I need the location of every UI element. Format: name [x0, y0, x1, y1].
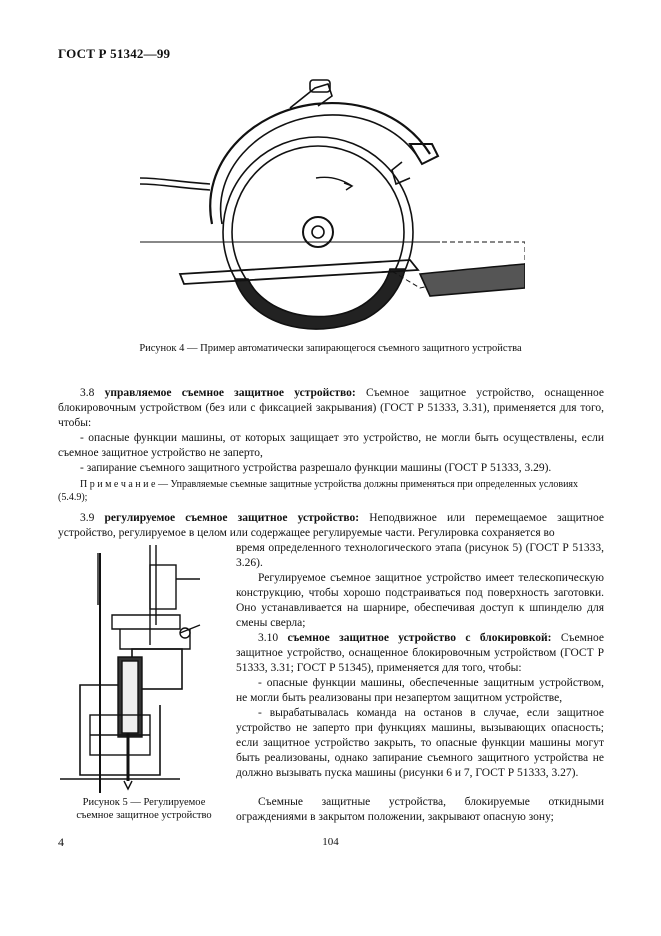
- section-3-10-number: 3.10: [258, 632, 279, 644]
- page-number-center: 104: [322, 836, 339, 848]
- note-text: — Управляемые съемные защитные устройства должны применяться при определенных условиях (5.4.9);: [58, 479, 579, 503]
- document-header: ГОСТ Р 51342—99: [58, 46, 171, 61]
- section-3-8-number: 3.8: [80, 387, 95, 399]
- section-3-8-item-1: - опасные функции машины, от которых защищает это устройство, не могли быть осуществлены, если съемное защитное устройство не заперто,: [58, 432, 604, 459]
- note-label: П р и м е ч а н и е: [80, 479, 156, 490]
- figure-5-caption-line-1: Рисунок 5 — Регулируемое: [82, 797, 206, 808]
- section-3-10-definition: [236, 631, 604, 676]
- figure-5-caption: [58, 796, 230, 822]
- section-3-8-term: управляемое съемное защитное устройство:: [104, 387, 356, 399]
- section-3-9-text-c: Регулируемое съемное защитное устройство имеет телескопическую конструкцию, чтобы хорошо подстраиваться под поверхность заготовки. Оно устанавливается на шарнире, обеспечивая доступ к шпинделю для смены сверла;: [236, 572, 604, 629]
- section-3-10-term: съемное защитное устройство с блокировкой:: [287, 632, 552, 644]
- page-number-left: 4: [58, 835, 64, 849]
- section-3-9-term: регулируемое съемное защитное устройство:: [104, 512, 360, 524]
- section-3-8-definition: [58, 386, 604, 431]
- figure-5-caption-line-2: съемное защитное устройство: [76, 810, 212, 821]
- section-3-8-note: [58, 478, 604, 504]
- figure-4-circular-saw-drawing: [140, 74, 525, 336]
- section-3-9-text-a: Неподвижное или перемещаемое защитное устройство, регулируемое в целом или содержащее регулируемые части. Регулировка сохраняется во: [58, 512, 604, 539]
- section-3-8-item-2: - запирание съемного защитного устройства разрешало функции машины (ГОСТ Р 51333, 3.29).: [80, 462, 552, 474]
- section-3-10-item-1: - опасные функции машины, обеспеченные защитным устройством, не могли быть реализованы при незапертом защитном устройстве,: [236, 677, 604, 704]
- section-3-10-text: Съемное защитное устройство, оснащенное блокировочным устройством (ГОСТ Р 51333, 3.31; ГОСТ Р 51345), применяется для того, чтобы:: [236, 632, 605, 674]
- section-3-9-number: 3.9: [80, 512, 95, 524]
- section-3-8-text: Съемное защитное устройство, оснащенное блокировочным устройством (без или с фиксацией закрывания) (ГОСТ Р 51333, 3.31), применяется для того, чтобы:: [58, 387, 605, 429]
- figure-5-adjustable-guard-drawing: [60, 545, 228, 793]
- section-3-9-text-b: время определенного технологического этапа (рисунок 5) (ГОСТ Р 51333, 3.26).: [236, 542, 604, 569]
- figure-4-caption: Рисунок 4 — Пример автоматически запирающегося съемного защитного устройства: [139, 343, 522, 354]
- section-3-10-item-2: - вырабатывалась команда на останов в случае, если защитное устройство не заперто при функциях машины, вызывающих опасность; если защитное устройство закрыть, то опасные функции машины могут быть реализованы, однако запирание съемного защитного устройства не должно вызывать пуска машины (рисунки 6 и 7, ГОСТ Р 51333, 3.27).: [236, 707, 604, 779]
- section-3-10-closing: Съемные защитные устройства, блокируемые откидными ограждениями в закрытом положении, закрывают опасную зону;: [236, 796, 604, 823]
- section-3-9-definition: [58, 511, 604, 541]
